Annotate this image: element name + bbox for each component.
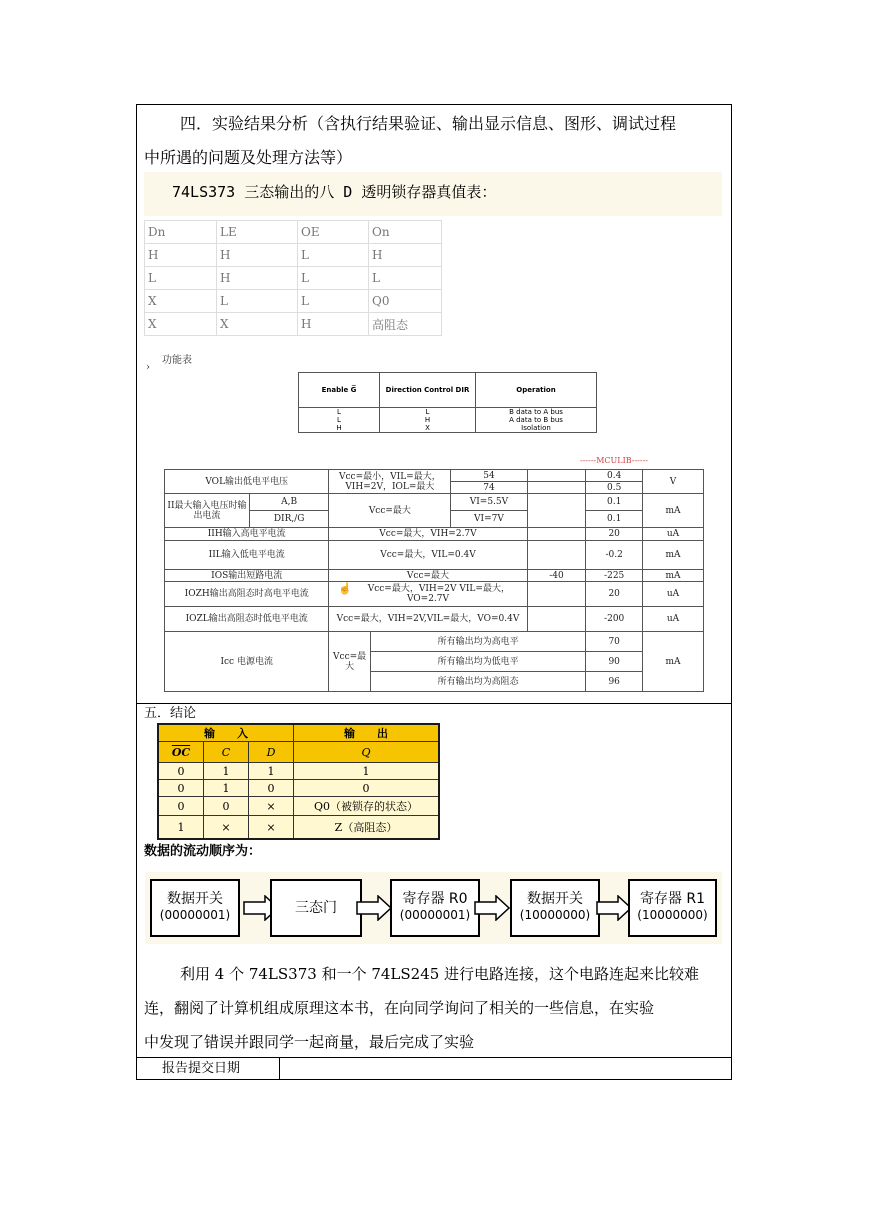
table-cell bbox=[527, 482, 586, 494]
table-row bbox=[299, 424, 597, 433]
table-row bbox=[165, 541, 704, 570]
table-cell: H bbox=[217, 267, 298, 290]
table-row bbox=[165, 582, 704, 607]
table-cell: 高阻态 bbox=[369, 313, 442, 336]
table-row bbox=[165, 570, 704, 582]
table-cell: 96 bbox=[586, 672, 643, 692]
latch-truth-table bbox=[144, 220, 442, 336]
table-cell bbox=[527, 494, 586, 528]
section-divider bbox=[136, 703, 732, 704]
table-cell: 90 bbox=[586, 652, 643, 672]
footer-column-divider bbox=[279, 1057, 280, 1080]
table-cell: V bbox=[642, 470, 703, 494]
table-cell: H bbox=[217, 244, 298, 267]
input-header: 输 入 bbox=[158, 724, 294, 742]
table-cell: 74 bbox=[451, 482, 527, 494]
table-cell bbox=[527, 582, 586, 607]
table-cell bbox=[527, 541, 586, 570]
table-cell: 0 bbox=[294, 780, 440, 797]
table-cell: VOL输出低电平电压 bbox=[165, 470, 329, 494]
table-cell: L bbox=[298, 290, 369, 313]
table-cell: Q0（被锁存的状态） bbox=[294, 797, 440, 816]
table-cell: 0.5 bbox=[586, 482, 643, 494]
table-cell: Vcc=最大，VIH=2V,VIL=最大，VO=0.4V bbox=[329, 607, 527, 632]
table-cell: Icc 电源电流 bbox=[165, 632, 329, 692]
table-cell: IIL输入低电平电流 bbox=[165, 541, 329, 570]
table-row bbox=[165, 494, 704, 511]
table-cell: X bbox=[217, 313, 298, 336]
flow-arrow-icon bbox=[596, 895, 632, 921]
table-cell: B data to A bus bbox=[476, 408, 597, 417]
flow-box-value: (00000001) bbox=[399, 908, 471, 922]
table-cell: 0 bbox=[204, 797, 249, 816]
table-cell: 0 bbox=[249, 780, 294, 797]
conclusion-line1: 利用 4 个 74LS373 和一个 74LS245 进行电路连接，这个电路连起来比较难 bbox=[180, 965, 700, 983]
flow-box-register-r0 bbox=[390, 879, 480, 937]
table-cell: H bbox=[299, 424, 380, 433]
table-cell: L bbox=[217, 290, 298, 313]
table-cell: Vcc=最大 bbox=[329, 632, 370, 692]
table-cell: H bbox=[298, 313, 369, 336]
hand-cursor-icon: ☝ bbox=[338, 582, 353, 595]
table-cell: Q0 bbox=[369, 290, 442, 313]
table-row bbox=[165, 528, 704, 541]
flow-title: 数据的流动顺序为： bbox=[144, 844, 262, 859]
table-cell: 0.1 bbox=[586, 511, 643, 528]
table-row bbox=[158, 780, 439, 797]
table-cell: L bbox=[299, 408, 380, 417]
flow-box-register-r1 bbox=[628, 879, 717, 937]
table-cell: H bbox=[369, 244, 442, 267]
table-cell: 0 bbox=[158, 797, 204, 816]
flow-box-value: (00000001) bbox=[159, 908, 231, 922]
table-cell: IOS输出短路电流 bbox=[165, 570, 329, 582]
table-cell bbox=[527, 607, 586, 632]
flow-box-value: (10000000) bbox=[519, 908, 591, 922]
table-cell bbox=[527, 470, 586, 482]
table-cell: Isolation bbox=[476, 424, 597, 433]
header-cell: On bbox=[369, 221, 442, 244]
table-cell: uA bbox=[642, 528, 703, 541]
header-cell: Direction Control DIR bbox=[380, 373, 476, 408]
table-cell: 1 bbox=[249, 763, 294, 780]
table-cell: II最大输入电压时输出电流 bbox=[165, 494, 250, 528]
table-row bbox=[158, 816, 439, 840]
table-cell: 所有输出均为高阻态 bbox=[370, 672, 586, 692]
table-cell: Vcc=最大 bbox=[329, 494, 451, 528]
table-cell: 0 bbox=[158, 780, 204, 797]
table-cell: Vcc=最大，VIL=0.4V bbox=[329, 541, 527, 570]
table-cell: 0.4 bbox=[586, 470, 643, 482]
table-cell: 1 bbox=[294, 763, 440, 780]
table-header-row bbox=[299, 373, 597, 408]
table-cell: uA bbox=[642, 582, 703, 607]
table-header-row bbox=[158, 724, 439, 742]
table-cell: 1 bbox=[204, 763, 249, 780]
table-cell: A data to B bus bbox=[476, 416, 597, 424]
table-header-row bbox=[158, 742, 439, 763]
flow-box-tristate-gate bbox=[270, 879, 362, 937]
table-cell: L bbox=[299, 416, 380, 424]
table-cell: VI=5.5V bbox=[451, 494, 527, 511]
header-cell: OE bbox=[298, 221, 369, 244]
table-cell: L bbox=[298, 267, 369, 290]
table-cell: L bbox=[380, 408, 476, 417]
table-cell: X bbox=[380, 424, 476, 433]
header-cell: Operation bbox=[476, 373, 597, 408]
table-cell: A,B bbox=[249, 494, 328, 511]
table-cell: L bbox=[145, 267, 217, 290]
header-cell: C bbox=[204, 742, 249, 763]
table-cell: -0.2 bbox=[586, 541, 643, 570]
table-cell: DIR,/G bbox=[249, 511, 328, 528]
report-date-label: 报告提交日期 bbox=[162, 1061, 241, 1076]
table-cell: 0 bbox=[158, 763, 204, 780]
table-row bbox=[165, 607, 704, 632]
header-cell: LE bbox=[217, 221, 298, 244]
function-table bbox=[298, 372, 597, 433]
section5-heading: 五．结论 bbox=[144, 706, 197, 721]
function-table-bullet: › bbox=[146, 362, 150, 373]
table-row bbox=[165, 470, 704, 482]
table-cell: L bbox=[369, 267, 442, 290]
conclusion-line3: 中发现了错误并跟同学一起商量，最后完成了实验 bbox=[144, 1033, 475, 1051]
table-row bbox=[145, 313, 442, 336]
function-table-label: 功能表 bbox=[162, 355, 192, 366]
header-cell: Q bbox=[294, 742, 440, 763]
flow-box-name: 数据开关 bbox=[167, 891, 223, 907]
header-cell: D bbox=[249, 742, 294, 763]
truth-table-title: 74LS373 三态输出的八 D 透明锁存器真值表： bbox=[172, 183, 497, 201]
table-cell: X bbox=[145, 313, 217, 336]
table-cell: × bbox=[204, 816, 249, 840]
table-cell: 20 bbox=[586, 582, 643, 607]
table-cell: L bbox=[298, 244, 369, 267]
table-cell: 所有输出均为低电平 bbox=[370, 652, 586, 672]
table-row bbox=[299, 416, 597, 424]
flow-box-data-switch-1 bbox=[150, 879, 240, 937]
header-cell: Enable G̅ bbox=[299, 373, 380, 408]
header-cell: $\overline{OC}$ bbox=[158, 742, 204, 763]
table-cell: X bbox=[145, 290, 217, 313]
flow-box-name: 三态门 bbox=[295, 900, 337, 916]
table-cell: -40 bbox=[527, 570, 586, 582]
table-cell: 54 bbox=[451, 470, 527, 482]
table-cell: H bbox=[380, 416, 476, 424]
table-cell: × bbox=[249, 816, 294, 840]
iozh-condition: Vcc=最大，VIH=2V VIL=最大，VO=2.7V bbox=[367, 584, 510, 604]
table-cell: -200 bbox=[586, 607, 643, 632]
table-cell: IIH输入高电平电流 bbox=[165, 528, 329, 541]
table-cell: mA bbox=[642, 541, 703, 570]
table-cell: IOZH输出高阻态时高电平电流 bbox=[165, 582, 329, 607]
flow-box-name: 寄存器 R0 bbox=[402, 891, 468, 907]
mculib-watermark: ------MCULIB------ bbox=[580, 456, 648, 465]
table-cell: 70 bbox=[586, 632, 643, 652]
table-cell: IOZL输出高阻态时低电平电流 bbox=[165, 607, 329, 632]
flow-box-name: 数据开关 bbox=[527, 891, 583, 907]
data-flow-diagram bbox=[145, 872, 722, 944]
table-header-row bbox=[145, 221, 442, 244]
flow-box-value: (10000000) bbox=[637, 908, 708, 922]
section4-heading-line1: 四．实验结果分析（含执行结果验证、输出显示信息、图形、调试过程 bbox=[180, 114, 677, 133]
table-cell: H bbox=[145, 244, 217, 267]
table-row bbox=[145, 244, 442, 267]
section4-heading-line2: 中所遇的问题及处理方法等） bbox=[144, 148, 353, 167]
table-cell bbox=[329, 582, 527, 607]
table-cell: Z（高阻态） bbox=[294, 816, 440, 840]
table-cell: uA bbox=[642, 607, 703, 632]
table-row bbox=[145, 290, 442, 313]
header-cell: Dn bbox=[145, 221, 217, 244]
table-cell bbox=[527, 528, 586, 541]
table-cell: mA bbox=[642, 570, 703, 582]
flow-arrow-icon bbox=[356, 895, 392, 921]
table-cell: mA bbox=[642, 632, 703, 692]
electrical-characteristics-table bbox=[164, 469, 704, 692]
table-cell: 所有输出均为高电平 bbox=[370, 632, 586, 652]
table-cell: 1 bbox=[204, 780, 249, 797]
table-cell: 0.1 bbox=[586, 494, 643, 511]
table-cell: Vcc=最小，VIL=最大，VIH=2V，IOL=最大 bbox=[329, 470, 451, 494]
table-cell: Vcc=最大 bbox=[329, 570, 527, 582]
flow-box-name: 寄存器 R1 bbox=[639, 891, 706, 907]
table-cell: 1 bbox=[158, 816, 204, 840]
table-cell: × bbox=[249, 797, 294, 816]
flow-box-data-switch-2 bbox=[510, 879, 600, 937]
output-header: 输 出 bbox=[294, 724, 440, 742]
table-cell: mA bbox=[642, 494, 703, 528]
table-cell: 20 bbox=[586, 528, 643, 541]
table-row bbox=[158, 797, 439, 816]
table-cell: Vcc=最大，VIH=2.7V bbox=[329, 528, 527, 541]
table-row bbox=[299, 408, 597, 417]
footer-divider bbox=[136, 1057, 732, 1058]
conclusion-line2: 连，翻阅了计算机组成原理这本书，在向同学询问了相关的一些信息，在实验 bbox=[144, 999, 655, 1017]
report-date-value[interactable] bbox=[290, 1060, 720, 1077]
table-row bbox=[145, 267, 442, 290]
conclusion-truth-table bbox=[157, 723, 440, 840]
table-row bbox=[158, 763, 439, 780]
table-cell: -225 bbox=[586, 570, 643, 582]
flow-arrow-icon bbox=[474, 895, 510, 921]
table-row bbox=[165, 632, 704, 652]
table-cell: VI=7V bbox=[451, 511, 527, 528]
